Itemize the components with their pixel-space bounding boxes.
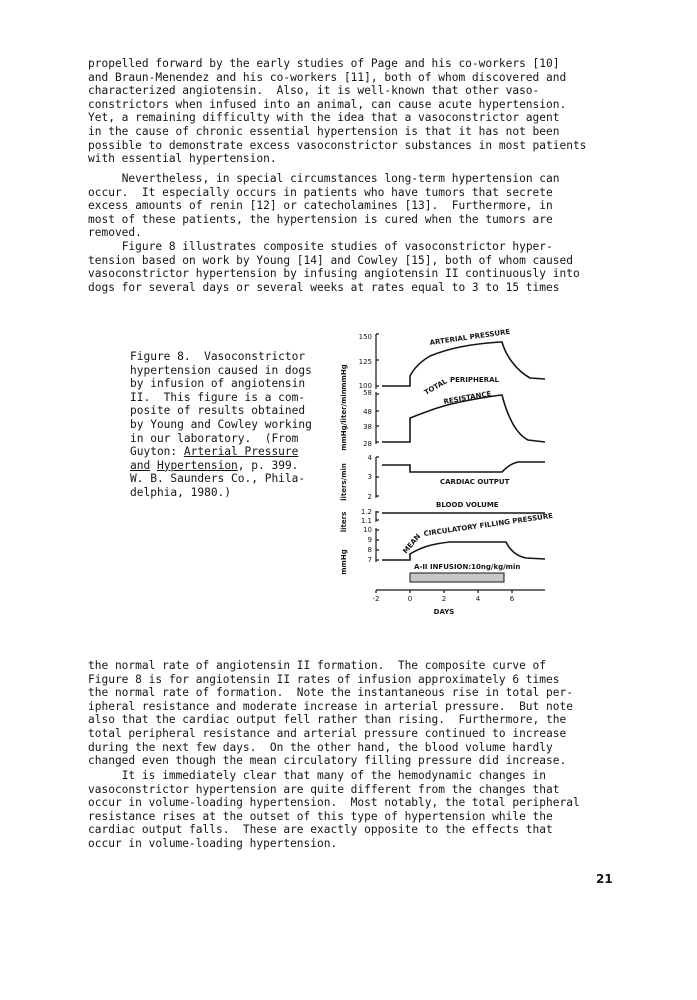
unit-label-resistance: mmHg/liter/min [340, 389, 348, 451]
tick-resistance-58: 58 [363, 389, 372, 397]
label-blood-volume: BLOOD VOLUME [436, 501, 499, 509]
label-total: TOTAL [423, 377, 449, 397]
caption-tail: , p. 399. W. B. Saunders Co., Phila- delphia, 1980.) [130, 458, 306, 499]
tick-cardiac-2: 2 [367, 493, 372, 501]
paragraph-1: propelled forward by the early studies of Page and his co-workers [10] and Braun-Menendez and his co-workers [11], both of whom discovered and characterized angiotensin. Also, it is well-known that other vaso- constrictors when infused into an animal, can cause acute hypertension. Yet, a remaining difficulty with the idea that a vasoconstrictor agent in the cause of chronic essential hypertension is that it has not been possible to demonstrate excess vasoconstrictor substances in most patients with essential hypertension. [88, 57, 587, 166]
caption-lead: Figure 8. Vasoconstrictor hypertension caused in dogs by infusion of angiotensin II. This figure is a com- posite of results obtained by Young and Cowley working in our laboratory. (From Guyton: [130, 350, 312, 459]
tick-volume-1-2: 1.2 [360, 508, 372, 516]
tick-resistance-38: 38 [363, 423, 372, 431]
unit-label-filling: mmHg [340, 549, 348, 575]
tick-pressure-100: 100 [358, 382, 372, 390]
tick-filling-8: 8 [367, 546, 372, 554]
tick-cardiac-4: 4 [367, 454, 372, 462]
tick-filling-10: 10 [363, 526, 372, 534]
label-peripheral: PERIPHERAL [450, 376, 499, 384]
caption-book-title-and: and [130, 458, 151, 472]
figure-caption [130, 350, 320, 500]
paragraph-2: Nevertheless, in special circumstances long-term hypertension can occur. It especially occurs in patients who have tumors that secrete excess amounts of renin [12] or catecholamines [13]. Furthermore, in most of these patients, the hypertension is cured when the tumors are removed. [88, 172, 560, 240]
xtick-4: 4 [475, 595, 481, 603]
paragraph-3: Figure 8 illustrates composite studies of vasoconstrictor hyper- tension based on work by Young [14] and Cowley [15], both of whom caused vasoconstrictor hypertension by infusing angiotensin II continuously into dogs for several days or several weeks at rates equal to 3 to 15 times [88, 240, 580, 294]
label-infusion: A-II INFUSION:10ng/kg/min [414, 563, 521, 571]
label-resistance: RESISTANCE [442, 389, 492, 406]
label-mean: MEAN [401, 532, 423, 556]
paragraph-5: It is immediately clear that many of the hemodynamic changes in vasoconstrictor hypertension are quite different from the changes that occur in volume-loading hypertension. Most notably, the total peripheral resistance rises at the outset of this type of hypertension while the cardiac output falls. These are exactly opposite to the effects that occur in volume-loading hypertension. [88, 769, 580, 850]
xtick-6: 6 [509, 595, 515, 603]
xtick-0: 0 [407, 595, 413, 603]
caption-book-title-2: Hypertension [156, 458, 238, 472]
tick-volume-1-1: 1.1 [360, 517, 372, 525]
tick-pressure-125: 125 [358, 358, 372, 366]
paragraph-4: the normal rate of angiotensin II formation. The composite curve of Figure 8 is for angiotensin II rates of infusion approximately 6 times the normal rate of formation. Note the instantaneous rise in total per- ipheral resistance and moderate increase in arterial pressure. But note also that the cardiac output fell rather than rising. Furthermore, the total peripheral resistance and arterial pressure continued to increase during the next few days. On the other hand, the blood volume hardly changed even though the mean circulatory filling pressure did increase. [88, 659, 573, 768]
caption-book-title-1: Arterial Pressure [183, 445, 299, 459]
label-cardiac-output: CARDIAC OUTPUT [440, 478, 510, 486]
unit-label-pressure: mmHg [340, 364, 348, 390]
label-arterial-pressure: ARTERIAL PRESSURE [429, 327, 511, 347]
tick-pressure-150: 150 [358, 333, 372, 341]
tick-cardiac-3: 3 [367, 473, 372, 481]
curve-cardiac-output [382, 462, 545, 472]
figure-8-chart [330, 322, 600, 630]
page-number: 21 [596, 872, 613, 886]
tick-filling-9: 9 [367, 536, 372, 544]
unit-label-volume: liters [340, 511, 348, 533]
tick-resistance-28: 28 [363, 440, 372, 448]
xtick-minus-2: -2 [372, 595, 380, 603]
tick-resistance-48: 48 [363, 408, 372, 416]
label-circulatory-filling: CIRCULATORY FILLING PRESSURE [423, 511, 554, 538]
unit-label-flow: liters/min [340, 463, 348, 501]
xtick-2: 2 [441, 595, 447, 603]
infusion-bar [410, 573, 504, 582]
tick-filling-7: 7 [367, 556, 372, 564]
x-axis-label-days: DAYS [433, 608, 455, 616]
chart-axes [376, 334, 545, 593]
